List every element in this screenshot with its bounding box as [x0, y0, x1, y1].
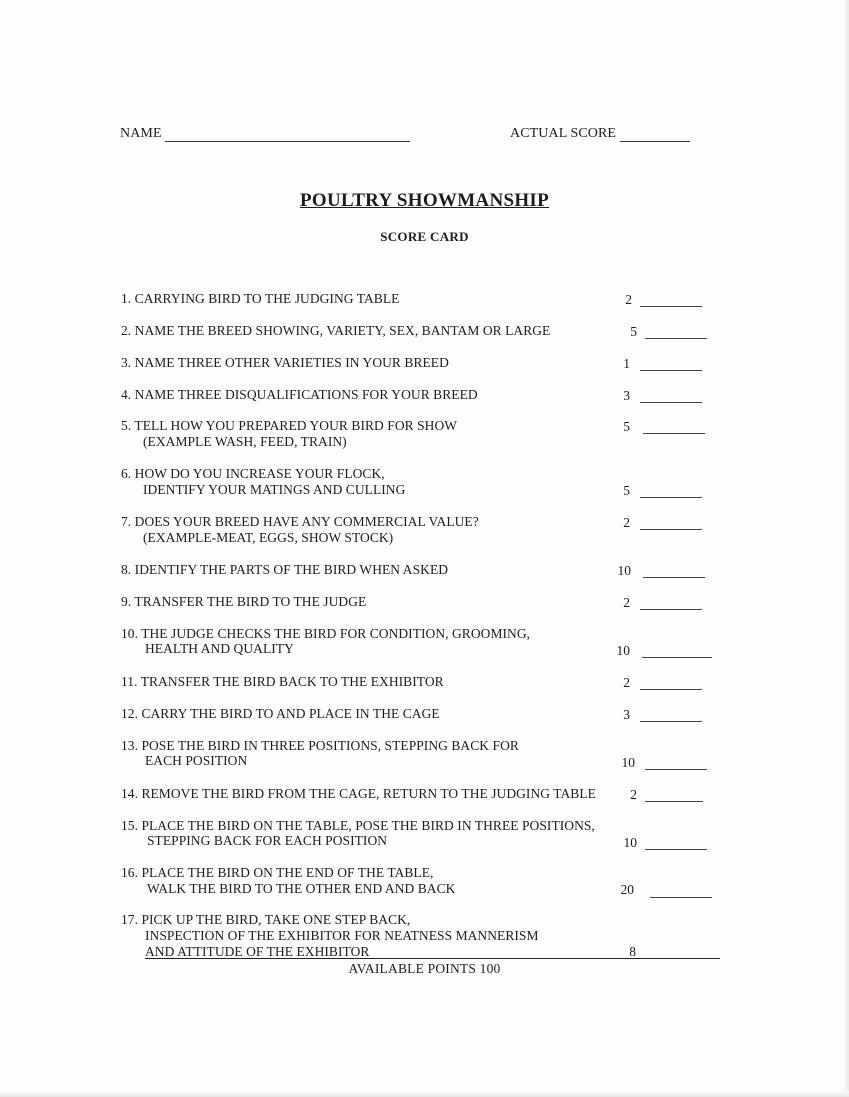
actual-score-label: ACTUAL SCORE [510, 126, 617, 141]
item-1-score-blank[interactable] [640, 306, 702, 307]
item-11-text: 11. TRANSFER THE BIRD BACK TO THE EXHIBITOR [121, 674, 444, 689]
total-rule [145, 958, 720, 959]
item-5-text: 5. TELL HOW YOU PREPARED YOUR BIRD FOR SHOW [121, 418, 458, 433]
item-6-points: 5 [623, 483, 630, 498]
item-11-score-blank[interactable] [640, 689, 702, 690]
item-1-points: 2 [625, 292, 632, 307]
item-13-text-line2: EACH POSITION [145, 753, 248, 768]
item-17-text: 17. PICK UP THE BIRD, TAKE ONE STEP BACK, [121, 912, 411, 927]
item-6-text: 6. HOW DO YOU INCREASE YOUR FLOCK, [121, 466, 385, 481]
item-5-points: 5 [623, 419, 630, 434]
item-8-score-blank[interactable] [643, 577, 705, 578]
item-6-text-line2: IDENTIFY YOUR MATINGS AND CULLING [143, 482, 406, 497]
page-subtitle: SCORE CARD [380, 229, 469, 244]
item-15-text: 15. PLACE THE BIRD ON THE TABLE, POSE THE BIRD IN THREE POSITIONS, [121, 818, 595, 833]
item-12-points: 3 [623, 707, 630, 722]
item-13-text: 13. POSE THE BIRD IN THREE POSITIONS, STEPPING BACK FOR [121, 738, 519, 753]
item-5-text-line2: (EXAMPLE WASH, FEED, TRAIN) [143, 434, 347, 449]
scan-edge-bottom [0, 1091, 849, 1097]
item-17-text-line3: AND ATTITUDE OF THE EXHIBITOR [145, 944, 370, 959]
item-8-points: 10 [617, 563, 631, 578]
item-16-text: 16. PLACE THE BIRD ON THE END OF THE TABLE, [121, 865, 434, 880]
item-12-score-blank[interactable] [640, 721, 702, 722]
item-3-score-blank[interactable] [640, 370, 702, 371]
actual-score-field[interactable] [620, 141, 690, 142]
item-9-points: 2 [623, 595, 630, 610]
item-14-text: 14. REMOVE THE BIRD FROM THE CAGE, RETURN TO THE JUDGING TABLE [121, 786, 596, 801]
item-16-score-blank[interactable] [650, 897, 712, 898]
item-15-score-blank[interactable] [645, 849, 707, 850]
item-5-score-blank[interactable] [643, 433, 705, 434]
item-10-points: 10 [616, 643, 630, 658]
item-13-points: 10 [621, 755, 635, 770]
item-8-text: 8. IDENTIFY THE PARTS OF THE BIRD WHEN ASKED [121, 562, 449, 577]
item-11-points: 2 [623, 675, 630, 690]
item-7-score-blank[interactable] [640, 529, 702, 530]
item-4-score-blank[interactable] [640, 402, 702, 403]
item-2-text: 2. NAME THE BREED SHOWING, VARIETY, SEX, BANTAM OR LARGE [121, 323, 551, 338]
item-2-points: 5 [630, 324, 637, 339]
item-7-points: 2 [623, 515, 630, 530]
item-13-score-blank[interactable] [645, 769, 707, 770]
item-12-text: 12. CARRY THE BIRD TO AND PLACE IN THE CAGE [121, 706, 440, 721]
item-9-score-blank[interactable] [640, 609, 702, 610]
name-label: NAME [120, 126, 162, 141]
item-17-text-line2: INSPECTION OF THE EXHIBITOR FOR NEATNESS MANNERISM [145, 928, 539, 943]
item-9-text: 9. TRANSFER THE BIRD TO THE JUDGE [121, 594, 367, 609]
item-1-text: 1. CARRYING BIRD TO THE JUDGING TABLE [121, 291, 400, 306]
item-3-text: 3. NAME THREE OTHER VARIETIES IN YOUR BREED [121, 355, 449, 370]
item-15-points: 10 [623, 835, 637, 850]
item-14-points: 2 [630, 787, 637, 802]
item-15-text-line2: STEPPING BACK FOR EACH POSITION [147, 833, 388, 848]
item-6-score-blank[interactable] [640, 497, 702, 498]
item-16-points: 20 [620, 882, 634, 897]
item-14-score-blank[interactable] [645, 801, 703, 802]
item-4-points: 3 [623, 388, 630, 403]
item-3-points: 1 [623, 356, 630, 371]
item-10-score-blank[interactable] [642, 657, 712, 658]
item-7-text: 7. DOES YOUR BREED HAVE ANY COMMERCIAL VALUE? [121, 514, 479, 529]
available-points: AVAILABLE POINTS 100 [348, 961, 501, 976]
item-10-text-line2: HEALTH AND QUALITY [145, 641, 294, 656]
item-7-text-line2: (EXAMPLE-MEAT, EGGS, SHOW STOCK) [143, 530, 394, 545]
item-10-text: 10. THE JUDGE CHECKS THE BIRD FOR CONDITION, GROOMING, [121, 626, 531, 641]
item-2-score-blank[interactable] [645, 338, 707, 339]
item-17-points: 8 [629, 944, 636, 959]
item-16-text-line2: WALK THE BIRD TO THE OTHER END AND BACK [147, 881, 456, 896]
name-field[interactable] [165, 141, 410, 142]
item-4-text: 4. NAME THREE DISQUALIFICATIONS FOR YOUR BREED [121, 387, 478, 402]
scan-edge-right [843, 0, 849, 1097]
page-title: POULTRY SHOWMANSHIP [299, 190, 550, 211]
